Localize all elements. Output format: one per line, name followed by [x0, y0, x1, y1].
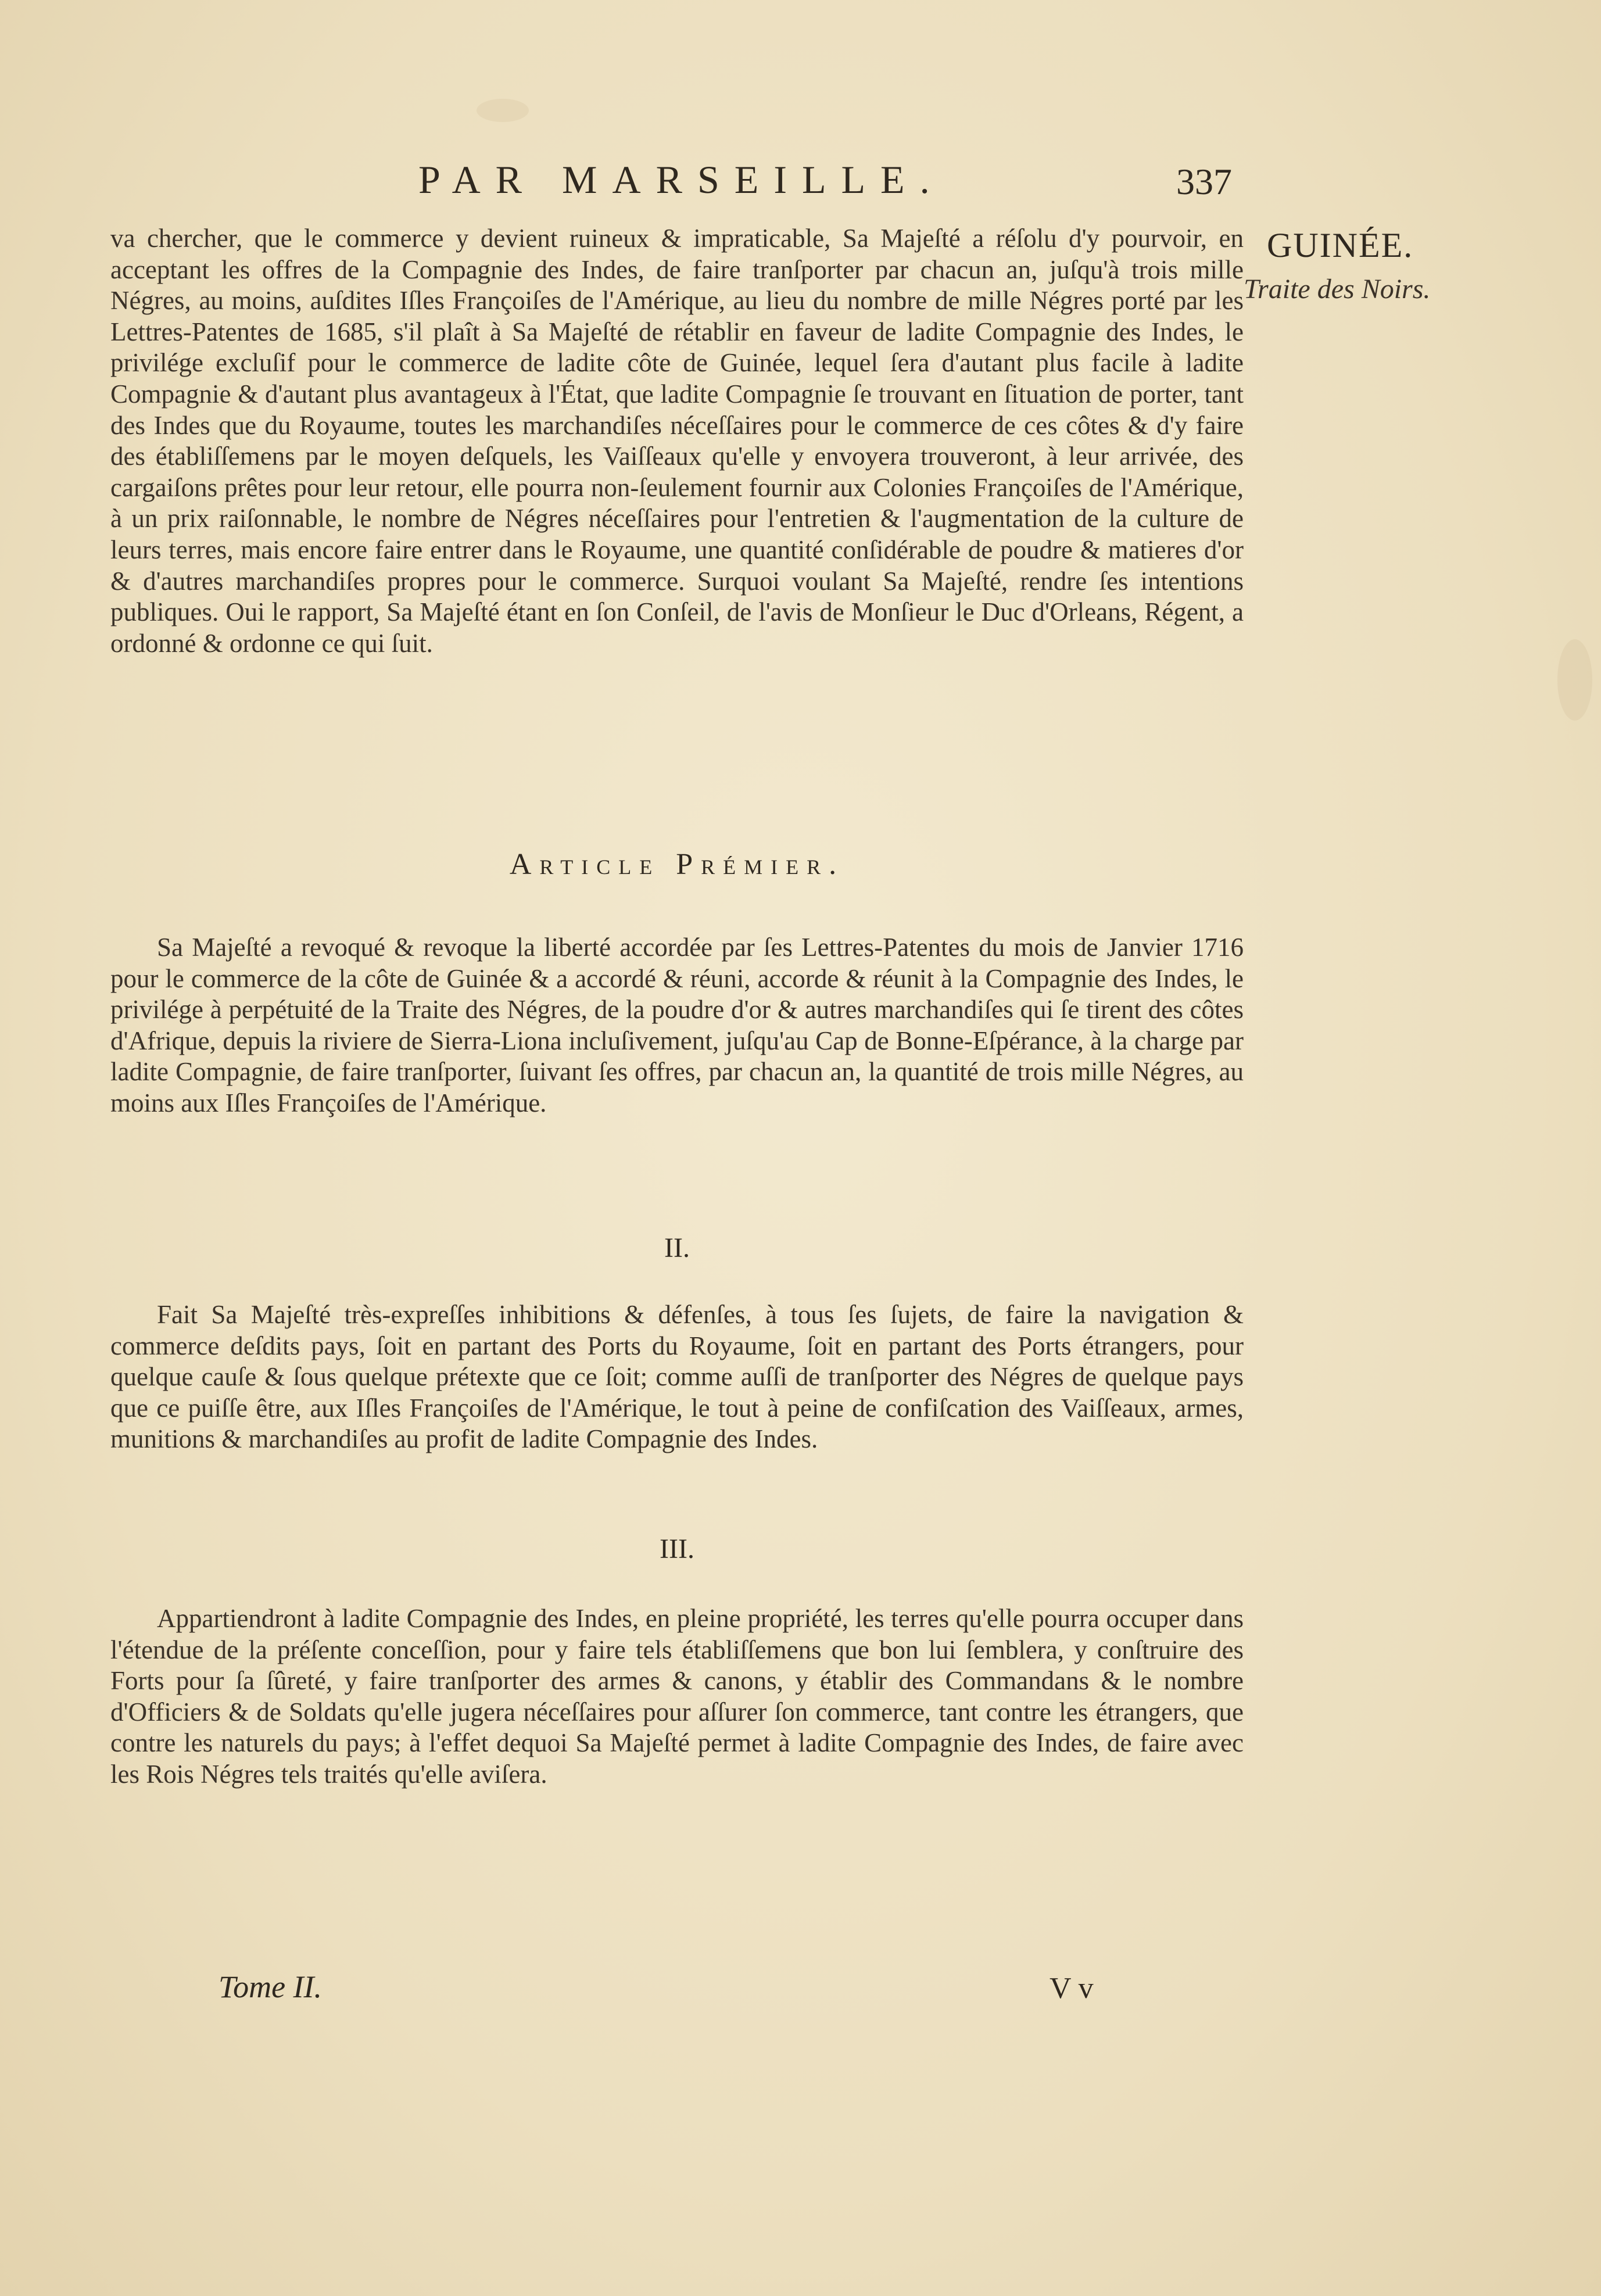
running-head: PAR MARSEILLE.: [418, 157, 945, 202]
page-number: 337: [1176, 161, 1232, 202]
signature-mark: V v: [1050, 1972, 1094, 2005]
article-2-paragraph: Fait Sa Majeſté très-expreſſes inhibitions & défenſes, à tous ſes ſujets, de faire la navigation & commerce deſdits pays, ſoit en partant des Ports du Royaume, ſoit en partant des Ports étrangers, pour quelque cauſe & ſous quelque prétexte que ce ſoit; comme auſſi de tranſporter des Négres de quelque pays que ce puiſſe être, aux Iſles Françoiſes de l'Amérique, le tout à peine de confiſcation des Vaiſſeaux, armes, munitions & marchandiſes au profit de ladite Compagnie des Indes.: [110, 1300, 1244, 1454]
margin-subheading: Traite des Noirs.: [1244, 274, 1431, 305]
volume-label: Tome II.: [219, 1969, 323, 2004]
margin-heading: GUINÉE.: [1267, 226, 1414, 264]
article-2-heading: II.: [664, 1233, 690, 1263]
article-1-paragraph: Sa Majeſté a revoqué & revoque la liberté accordée par ſes Lettres-Patentes du mois de Janvier 1716 pour le commerce de la côte de Guinée & a accordé & réuni, accorde & réunit à la Compagnie des Indes, le privilége à perpétuité de la Traite des Négres, de la poudre d'or & autres marchandiſes qui ſe tirent des côtes d'Afrique, depuis la riviere de Sierra-Liona incluſivement, juſqu'au Cap de Bonne-Eſpérance, à la charge par ladite Compagnie, de faire tranſporter, ſuivant ſes offres, par chacun an, la quantité de trois mille Négres, au moins aux Iſles Françoiſes de l'Amérique.: [110, 933, 1244, 1117]
article-3-heading: III.: [660, 1534, 694, 1564]
article-3-paragraph: Appartiendront à ladite Compagnie des Indes, en pleine propriété, les terres qu'elle pourra occuper dans l'étendue de la préſente conceſſion, pour y faire tels établiſſemens que bon lui ſemblera, y conſtruire des Forts pour ſa ſûreté, y faire tranſporter des armes & canons, y établir des Commandans & le nombre d'Officiers & de Soldats qu'elle jugera néceſſaires pour aſſurer ſon commerce, tant contre les étrangers, que contre les naturels du pays; à l'effet dequoi Sa Majeſté permet à ladite Compagnie des Indes, de faire avec les Rois Négres tels traités qu'elle aviſera.: [110, 1604, 1244, 1789]
intro-paragraph: va chercher, que le commerce y devient ruineux & impraticable, Sa Majeſté a réſolu d'y pourvoir, en acceptant les offres de la Compagnie des Indes, de faire tranſporter par chacun an, juſqu'à trois mille Négres, au moins, auſdites Iſles Françoiſes de l'Amérique, au lieu du nombre de mille Négres porté par les Lettres-Patentes de 1685, s'il plaît à Sa Majeſté de rétablir en faveur de ladite Compagnie des Indes, le privilége excluſif pour le commerce de ladite côte de Guinée, lequel ſera d'autant plus facile à ladite Compagnie & d'autant plus avantageux à l'État, que ladite Compagnie ſe trouvant en ſituation de porter, tant des Indes que du Royaume, toutes les marchandiſes néceſſaires pour le commerce de ces côtes & d'y faire des établiſſemens par le moyen deſquels, les Vaiſſeaux qu'elle y envoyera trouveront, à leur arrivée, des cargaiſons prêtes pour leur retour, elle pourra non-ſeulement fournir aux Colonies Françoiſes de l'Amérique, à un prix raiſonnable, le nombre de Négres néceſſaires pour l'entretien & l'augmentation de la culture de leurs terres, mais encore faire entrer dans le Royaume, une quantité conſidérable de poudre & matieres d'or & d'autres marchandiſes propres pour le commerce. Surquoi voulant Sa Majeſté, rendre ſes intentions publiques. Oui le rapport, Sa Majeſté étant en ſon Conſeil, de l'avis de Monſieur le Duc d'Orleans, Régent, a ordonné & ordonne ce qui ſuit.: [110, 224, 1244, 658]
paper-stain: [477, 99, 529, 122]
paper-stain: [1557, 639, 1592, 721]
article-heading: Article Prémier.: [509, 848, 845, 881]
page-header: [105, 157, 1244, 209]
